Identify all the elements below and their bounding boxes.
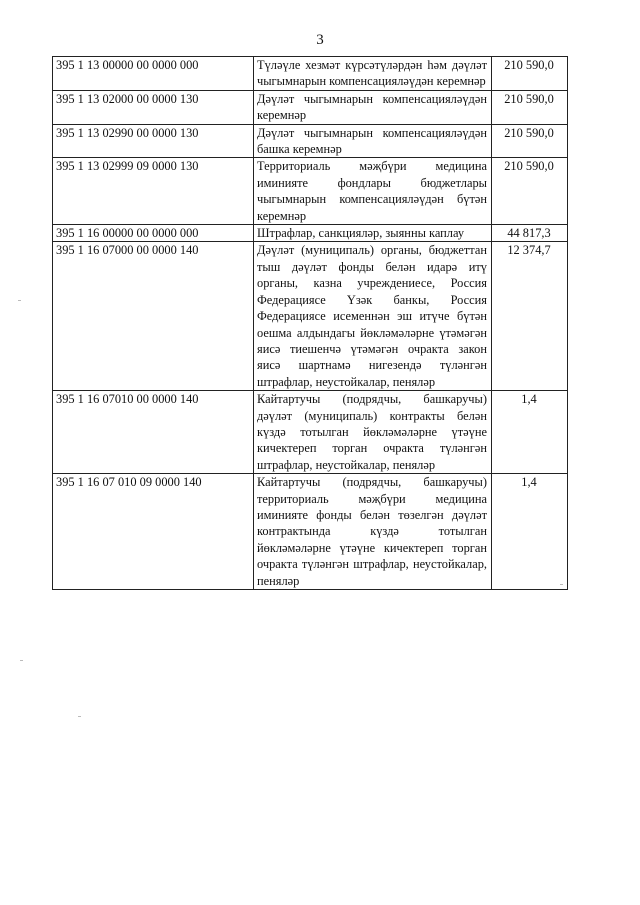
scan-speck [78,716,81,717]
budget-code-cell: 395 1 16 07000 00 0000 140 [53,242,254,391]
budget-code-cell: 395 1 13 02000 00 0000 130 [53,90,254,124]
description-cell: Дәүләт чыгымнарын компенсацияләүдән башка керемнәр [254,124,492,158]
budget-code-cell: 395 1 13 02999 09 0000 130 [53,158,254,225]
table-row [53,158,568,225]
scan-speck [560,584,563,585]
page-number: 3 [316,32,324,48]
amount-cell: 210 590,0 [492,158,568,225]
description-cell: Кайтартучы (подрядчы, башкаручы) дәүләт (муниципаль) контракты белән күздә тотылган йөкләмәләрне үтәүне кичектереп торган очракта түләнгән штрафлар, неустойкалар, пеняләр [254,391,492,474]
budget-code-cell: 395 1 16 00000 00 0000 000 [53,225,254,242]
scan-speck [18,300,21,301]
table-row [53,57,568,91]
description-cell: Түләүле хезмәт күрсәтүләрдән һәм дәүләт чыгымнарын компенсацияләүдән керемнәр [254,57,492,91]
amount-cell: 210 590,0 [492,124,568,158]
description-cell: Кайтартучы (подрядчы, башкаручы) территориаль мәҗбүри медицина иминияте фонды белән төзелгән дәүләт контрактында күздә тотылган йөкләмәләрне үтәүне кичектереп торган очракта түләнгән штрафлар, неустойкалар, пеняләр [254,474,492,590]
budget-code-cell: 395 1 13 00000 00 0000 000 [53,57,254,91]
description-cell: Дәүләт чыгымнарын компенсацияләүдән керемнәр [254,90,492,124]
table-row [53,124,568,158]
table-row [53,225,568,242]
budget-code-cell: 395 1 16 07 010 09 0000 140 [53,474,254,590]
description-cell: Территориаль мәҗбүри медицина иминияте фондлары бюджетлары чыгымнарын компенсацияләүдән бүтән керемнәр [254,158,492,225]
amount-cell: 210 590,0 [492,57,568,91]
amount-cell: 44 817,3 [492,225,568,242]
amount-cell: 1,4 [492,391,568,474]
table-row [53,242,568,391]
amount-cell: 210 590,0 [492,90,568,124]
description-cell: Штрафлар, санкцияләр, зыянны каплау [254,225,492,242]
scan-speck [20,660,23,661]
amount-cell: 12 374,7 [492,242,568,391]
table-row [53,90,568,124]
budget-code-cell: 395 1 13 02990 00 0000 130 [53,124,254,158]
budget-revenue-table [52,56,568,590]
amount-cell: 1,4 [492,474,568,590]
budget-code-cell: 395 1 16 07010 00 0000 140 [53,391,254,474]
table-row [53,391,568,474]
table-row [53,474,568,590]
description-cell: Дәүләт (муниципаль) органы, бюджеттан тыш дәүләт фонды белән идарә итү органы, казна учреждениесе, Россия Федерациясе Үзәк банкы, Россия Федерациясе исеменнән эш итүче бүтән оешма алдындагы йөкләмәләрне үтәмәгән яисә тиешенчә үтәмәгән очракта закон яисә шартнамә нигезендә түләнгән штрафлар, неустойкалар, пеняләр [254,242,492,391]
